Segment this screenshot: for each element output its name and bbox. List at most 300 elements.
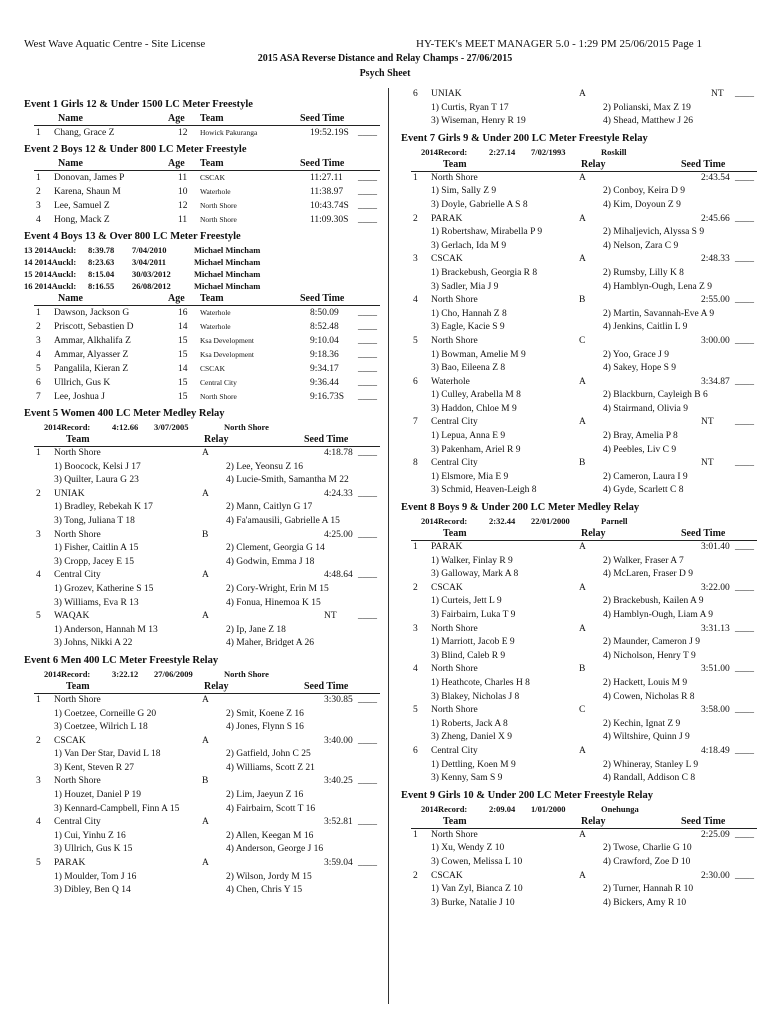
swimmer-4: 4) Sakey, Hope S 9 [603,363,676,374]
record-time: 2:32.44 [489,516,516,527]
seed-time: 8:50.09 [310,308,339,318]
swimmer-3: 3) Kent, Steven R 27 [54,762,134,773]
seed-time: NT [324,611,337,622]
swimmer-line [401,609,757,623]
record-label: 14 2014Auckl: [24,257,77,267]
column-headers [34,292,380,306]
column-headers [34,157,380,171]
swimmer-line [24,884,380,898]
relay-team-name: CSCAK [431,254,463,265]
seed-blank: ____ [735,829,754,840]
record-holder: North Shore [224,668,269,679]
seed-time: 3:51.00 [701,664,730,675]
swimmer-2: 2) Hackett, Louis M 9 [603,677,688,688]
relay-letter: A [579,582,586,593]
relay-team-name: North Shore [54,776,101,787]
record-holder: Roskill [601,146,627,157]
swimmer-2: 2) Cory-Wright, Erin M 15 [226,583,329,594]
swimmer-line [24,542,380,556]
swimmer-team: Howick Pakuranga [200,128,258,137]
relay-team-name: North Shore [431,705,478,716]
place: 3 [413,623,418,634]
swimmer-1: 1) Coetzee, Corneille G 20 [54,708,157,719]
record-holder: Onehunga [601,803,639,814]
place: 3 [413,254,418,265]
relay-team-name: North Shore [431,664,478,675]
swimmer-line [401,759,757,773]
swimmer-1: 1) Van Der Star, David L 18 [54,749,161,760]
swimmer-line [24,708,380,722]
swimmer-line [401,718,757,732]
record-date: 1/01/2000 [531,803,566,814]
swimmer-1: 1) Xu, Wendy Z 10 [431,843,505,854]
swimmer-age: 12 [178,201,188,211]
entry-row [24,362,380,376]
swimmer-3: 3) Johns, Nikki A 22 [54,638,133,649]
swimmer-line [24,789,380,803]
place: 4 [36,817,41,828]
swimmer-1: 1) Grozev, Katherine S 15 [54,583,154,594]
swimmer-4: 4) Stairmand, Olivia 9 [603,403,688,414]
swimmer-1: 1) Cho, Hannah Z 8 [431,308,507,319]
relay-team-name: UNIAK [54,488,85,499]
swimmer-2: 2) Lee, Yeonsu Z 16 [226,461,304,472]
seed-time: 9:16.73S [310,392,345,402]
swimmer-line [401,897,757,911]
place: 4 [413,295,418,306]
seed-blank: ____ [735,376,754,387]
swimmer-team: Ksa Development [200,350,254,359]
place: 8 [413,458,418,469]
swimmer-name: Lee, Joshua J [54,392,105,402]
seed-blank: ____ [358,173,377,183]
relay-team-name: North Shore [54,448,101,458]
swimmer-4: 4) Anderson, George J 16 [226,844,324,855]
swimmer-3: 3) Ullrich, Gus K 15 [54,844,133,855]
relay-letter: B [202,776,209,787]
swimmer-2: 2) Martin, Savannah-Eve A 9 [603,308,715,319]
place: 1 [413,542,418,553]
relay-letter: A [579,89,586,99]
seed-blank: ____ [735,213,754,224]
relay-team-row [24,735,380,749]
swimmer-line [24,843,380,857]
swimmer-line [24,556,380,570]
swimmer-age: 11 [178,215,188,225]
seed-time: 9:10.04 [310,336,339,346]
seed-blank: ____ [735,664,754,675]
swimmer-2: 2) Bray, Amelia P 8 [603,431,678,442]
swimmer-4: 4) Jenkins, Caitlin L 9 [603,322,688,333]
swimmer-line [401,226,757,240]
swimmer-2: 2) Lim, Jaeyun Z 16 [226,790,304,801]
swimmer-line [401,677,757,691]
swimmer-line [24,637,380,651]
swimmer-2: 2) Ip, Jane Z 18 [226,624,286,635]
seed-time: 3:22.00 [701,582,730,593]
swimmer-name: Pangalila, Kieran Z [54,364,129,374]
place: 3 [36,529,41,540]
seed-blank: ____ [358,448,377,458]
relay-team-row [24,529,380,543]
team-header: Team [66,434,90,445]
swimmer-age: 15 [178,392,188,402]
relay-letter: A [579,829,586,840]
event-title: Event 4 Boys 13 & Over 800 LC Meter Freestyle [24,231,241,242]
seed-time: 3:31.13 [701,623,730,634]
place: 5 [36,364,41,374]
swimmer-3: 3) Coetzee, Wilrich L 18 [54,722,148,733]
relay-team-row [401,253,757,267]
record-label: 2014Record: [421,803,468,814]
sheet-title: Psych Sheet [359,68,411,79]
entry-row [24,334,380,348]
record-time: 2:27.14 [489,146,516,157]
swimmer-3: 3) Haddon, Chloe M 9 [431,403,517,414]
swimmer-team: North Shore [200,215,237,224]
relay-team-name: CSCAK [54,735,86,746]
seed-time: 2:30.00 [701,870,730,881]
swimmer-1: 1) Bowman, Amelie M 9 [431,349,526,360]
swimmer-line [401,856,757,870]
relay-team-row [401,829,757,843]
record-time: 8:15.04 [88,269,115,279]
record-holder: Michael Mincham [194,281,261,291]
relay-letter: A [579,254,586,265]
swimmer-line [24,762,380,776]
right-column [401,88,757,910]
swimmer-line [401,636,757,650]
swimmer-line [24,597,380,611]
relay-team-row [24,610,380,624]
place: 1 [36,694,41,705]
record-date: 30/03/2012 [132,269,171,279]
relay-team-name: CSCAK [431,870,463,881]
seed-time: 9:18.36 [310,350,339,360]
swimmer-line [24,474,380,488]
relay-team-name: PARAK [431,542,463,553]
swimmer-line [401,308,757,322]
relay-team-row [24,569,380,583]
relay-team-row [401,870,757,884]
relay-header: Relay [581,815,606,827]
swimmer-team: Central City [200,378,237,387]
seed-header: Seed Time [304,434,349,445]
swimmer-4: 4) Godwin, Emma J 18 [226,556,315,567]
seed-time: 3:30.85 [324,694,353,705]
swimmer-3: 3) Kennard-Campbell, Finn A 15 [54,803,180,814]
place: 1 [36,308,41,318]
swimmer-1: 1) Dettling, Koen M 9 [431,759,516,770]
swimmer-line [401,691,757,705]
relay-team-name: WAQAK [54,611,90,622]
team-header: Team [443,815,467,827]
swimmer-line [401,362,757,376]
relay-team-name: PARAK [54,858,86,869]
swimmer-line [401,595,757,609]
swimmer-name: Hong, Mack Z [54,215,110,225]
name-header: Name [58,293,83,304]
relay-team-row [401,88,757,102]
swimmer-line [24,871,380,885]
relay-team-row [24,816,380,830]
swimmer-4: 4) Nelson, Zara C 9 [603,240,679,251]
swimmer-3: 3) Gerlach, Ida M 9 [431,240,507,251]
swimmer-team: Waterhole [200,187,231,196]
record-line [24,280,380,292]
swimmer-2: 2) Kechin, Ignat Z 9 [603,718,681,729]
place: 2 [413,213,418,224]
seed-time: 2:25.09 [701,829,730,840]
swimmer-3: 3) Fairbairn, Luka T 9 [431,610,516,620]
swimmer-age: 14 [178,322,188,332]
swimmer-1: 1) Curteis, Jett L 9 [431,596,502,607]
column-headers [34,112,380,126]
seed-time: 3:58.00 [701,705,730,716]
swimmer-1: 1) Elsmore, Mia E 9 [431,471,509,482]
seed-time: 2:48.33 [701,254,730,265]
swimmer-team: Waterhole [200,308,231,317]
record-label: 2014Record: [44,422,91,432]
swimmer-line [401,484,757,498]
swimmer-1: 1) Roberts, Jack A 8 [431,718,508,729]
relay-team-row [401,663,757,677]
seed-time: 9:34.17 [310,364,339,374]
relay-team-name: CSCAK [431,582,463,593]
place: 7 [413,417,418,428]
place: 4 [36,570,41,581]
relay-header: Relay [581,528,606,540]
swimmer-3: 3) Schmid, Heaven-Leigh 8 [431,485,537,496]
seed-blank: ____ [358,529,377,540]
swimmer-3: 3) Bao, Eileena Z 8 [431,363,506,374]
record-date: 3/04/2011 [132,257,167,267]
event-title: Event 7 Girls 9 & Under 200 LC Meter Freestyle Relay [401,132,648,144]
swimmer-name: Priscott, Sebastien D [54,322,134,332]
relay-letter: B [579,664,586,675]
seed-time: 4:18.49 [701,745,730,756]
swimmer-age: 15 [178,350,188,360]
swimmer-line [24,583,380,597]
relay-letter: A [202,488,209,499]
seed-blank: ____ [358,336,377,346]
relay-team-row [24,447,380,461]
swimmer-2: 2) Blackburn, Cayleigh B 6 [603,390,708,401]
relay-letter: C [579,335,586,346]
relay-letter: A [579,623,586,634]
swimmer-line [401,430,757,444]
event-title: Event 6 Men 400 LC Meter Freestyle Relay [24,654,219,666]
swimmer-4: 4) Bickers, Amy R 10 [603,897,687,908]
swimmer-team: CSCAK [200,364,226,373]
swimmer-4: 4) McLaren, Fraser D 9 [603,569,693,580]
place: 1 [413,829,418,840]
relay-team-name: North Shore [54,694,101,705]
seed-time: NT [701,458,714,469]
swimmer-3: 3) Galloway, Mark A 8 [431,569,519,580]
column-divider [388,88,389,1004]
seed-time: 2:55.00 [701,295,730,306]
record-time: 8:39.78 [88,245,115,255]
swimmer-2: 2) Cameron, Laura I 9 [603,471,688,482]
seed-blank: ____ [735,582,754,593]
swimmer-line [401,568,757,582]
swimmer-2: 2) Rumsby, Lilly K 8 [603,267,684,278]
relay-team-row [401,623,757,637]
seed-header: Seed Time [300,158,345,169]
place: 2 [413,870,418,881]
record-date: 27/06/2009 [154,668,193,679]
swimmer-3: 3) Cropp, Jacey E 15 [54,556,134,567]
swimmer-1: 1) Van Zyl, Bianca Z 10 [431,884,523,895]
relay-team-row [401,376,757,390]
swimmer-2: 2) Wilson, Jordy M 15 [226,871,312,882]
seed-time: 4:25.00 [324,529,353,540]
relay-letter: A [579,745,586,756]
place: 4 [413,664,418,675]
age-header: Age [168,293,185,304]
seed-header: Seed Time [681,158,726,170]
entry-row [24,306,380,320]
place: 7 [36,392,41,402]
swimmer-1: 1) Lepua, Anna E 9 [431,431,506,442]
seed-time: NT [701,417,714,428]
relay-team-row [24,775,380,789]
swimmer-1: 1) Walker, Finlay R 9 [431,555,513,566]
left-column [24,95,380,898]
record-time: 3:22.12 [112,668,139,679]
seed-time: 3:40.00 [324,735,353,746]
swimmer-1: 1) Fisher, Caitlin A 15 [54,543,139,554]
swimmer-2: 2) Yoo, Grace J 9 [603,349,669,360]
record-date: 22/01/2000 [531,516,570,527]
swimmer-2: 2) Brackebush, Kailen A 9 [603,596,704,607]
swimmer-3: 3) Zheng, Daniel X 9 [431,732,512,743]
seed-blank: ____ [735,745,754,756]
record-holder: Michael Mincham [194,245,261,255]
swimmer-4: 4) Fa'amausili, Gabrielle A 15 [226,515,340,526]
swimmer-3: 3) Kenny, Sam S 9 [431,773,503,784]
seed-blank: ____ [735,623,754,634]
swimmer-age: 15 [178,336,188,346]
relay-letter: A [202,570,209,581]
swimmer-team: Waterhole [200,322,231,331]
swimmer-2: 2) Conboy, Keira D 9 [603,186,685,197]
swimmer-1: 1) Marriott, Jacob E 9 [431,637,515,648]
swimmer-line [24,748,380,762]
seed-blank: ____ [358,570,377,581]
relay-team-name: Waterhole [431,376,470,387]
swimmer-age: 11 [178,173,188,183]
seed-blank: ____ [735,542,754,553]
swimmer-2: 2) Allen, Keegan M 16 [226,830,314,841]
swimmer-line [401,115,757,129]
relay-letter: B [202,529,209,540]
place: 2 [36,735,41,746]
relay-header: Relay [204,680,229,692]
swimmer-line [401,471,757,485]
relay-letter: B [579,295,586,306]
record-holder: North Shore [224,422,269,432]
swimmer-3: 3) Doyle, Gabrielle A S 8 [431,199,528,210]
swimmer-4: 4) Fairbairn, Scott T 16 [226,803,316,814]
team-header: Team [200,293,224,304]
seed-time: 3:01.40 [701,542,730,553]
relay-header: Relay [204,434,229,445]
relay-team-name: North Shore [54,529,101,540]
column-headers [34,680,380,694]
swimmer-4: 4) Hamblyn-Ough, Lena Z 9 [603,281,712,292]
record-holder: Parnell [601,516,628,527]
swimmer-4: 4) Randall, Addison C 8 [603,773,696,784]
seed-time: 9:36.44 [310,378,339,388]
place: 4 [36,215,41,225]
seed-blank: ____ [358,858,377,869]
swimmer-line [401,349,757,363]
swimmer-4: 4) Chen, Chris Y 15 [226,885,303,896]
relay-letter: A [579,213,586,224]
relay-team-name: North Shore [431,295,478,306]
entry-row [24,390,380,404]
swimmer-1: 1) Cui, Yinhu Z 16 [54,830,126,841]
seed-time: 4:48.64 [324,570,353,581]
swimmer-line [401,650,757,664]
entry-row [24,376,380,390]
seed-blank: ____ [735,254,754,265]
relay-letter: A [579,542,586,553]
name-header: Name [58,113,83,124]
swimmer-line [401,444,757,458]
swimmer-name: Donovan, James P [54,173,125,183]
swimmer-name: Dawson, Jackson G [54,308,130,318]
relay-team-row [401,582,757,596]
column-headers [34,433,380,447]
swimmer-1: 1) Heathcote, Charles H 8 [431,677,530,688]
seed-time: 2:43.54 [701,172,730,183]
seed-blank: ____ [358,392,377,402]
relay-team-name: UNIAK [431,89,462,99]
swimmer-1: 1) Robertshaw, Mirabella P 9 [431,227,543,238]
swimmer-line [401,842,757,856]
swimmer-age: 15 [178,378,188,388]
seed-blank: ____ [358,378,377,388]
relay-letter: A [579,870,586,881]
seed-header: Seed Time [681,528,726,540]
relay-letter: A [202,694,209,705]
swimmer-2: 2) Whineray, Stanley L 9 [603,759,699,770]
record-time: 4:12.66 [112,422,139,432]
seed-blank: ____ [358,776,377,787]
swimmer-4: 4) Shead, Matthew J 26 [603,116,693,127]
swimmer-age: 14 [178,364,188,374]
record-label: 16 2014Auckl: [24,281,77,291]
swimmer-2: 2) Gatfield, John C 25 [226,749,311,760]
relay-team-name: North Shore [431,335,478,346]
seed-time: 3:40.25 [324,776,353,787]
relay-team-row [401,335,757,349]
relay-team-name: Central City [431,458,478,469]
relay-letter: A [202,735,209,746]
swimmer-1: 1) Anderson, Hannah M 13 [54,624,158,635]
swimmer-4: 4) Crawford, Zoe D 10 [603,856,691,867]
name-header: Name [58,158,83,169]
swimmer-line [401,403,757,417]
swimmer-2: 2) Mann, Caitlyn G 17 [226,502,313,513]
seed-blank: ____ [358,308,377,318]
swimmer-name: Ammar, Alkhalifa Z [54,336,131,346]
record-line [401,146,757,158]
swimmer-1: 1) Moulder, Tom J 16 [54,871,137,882]
